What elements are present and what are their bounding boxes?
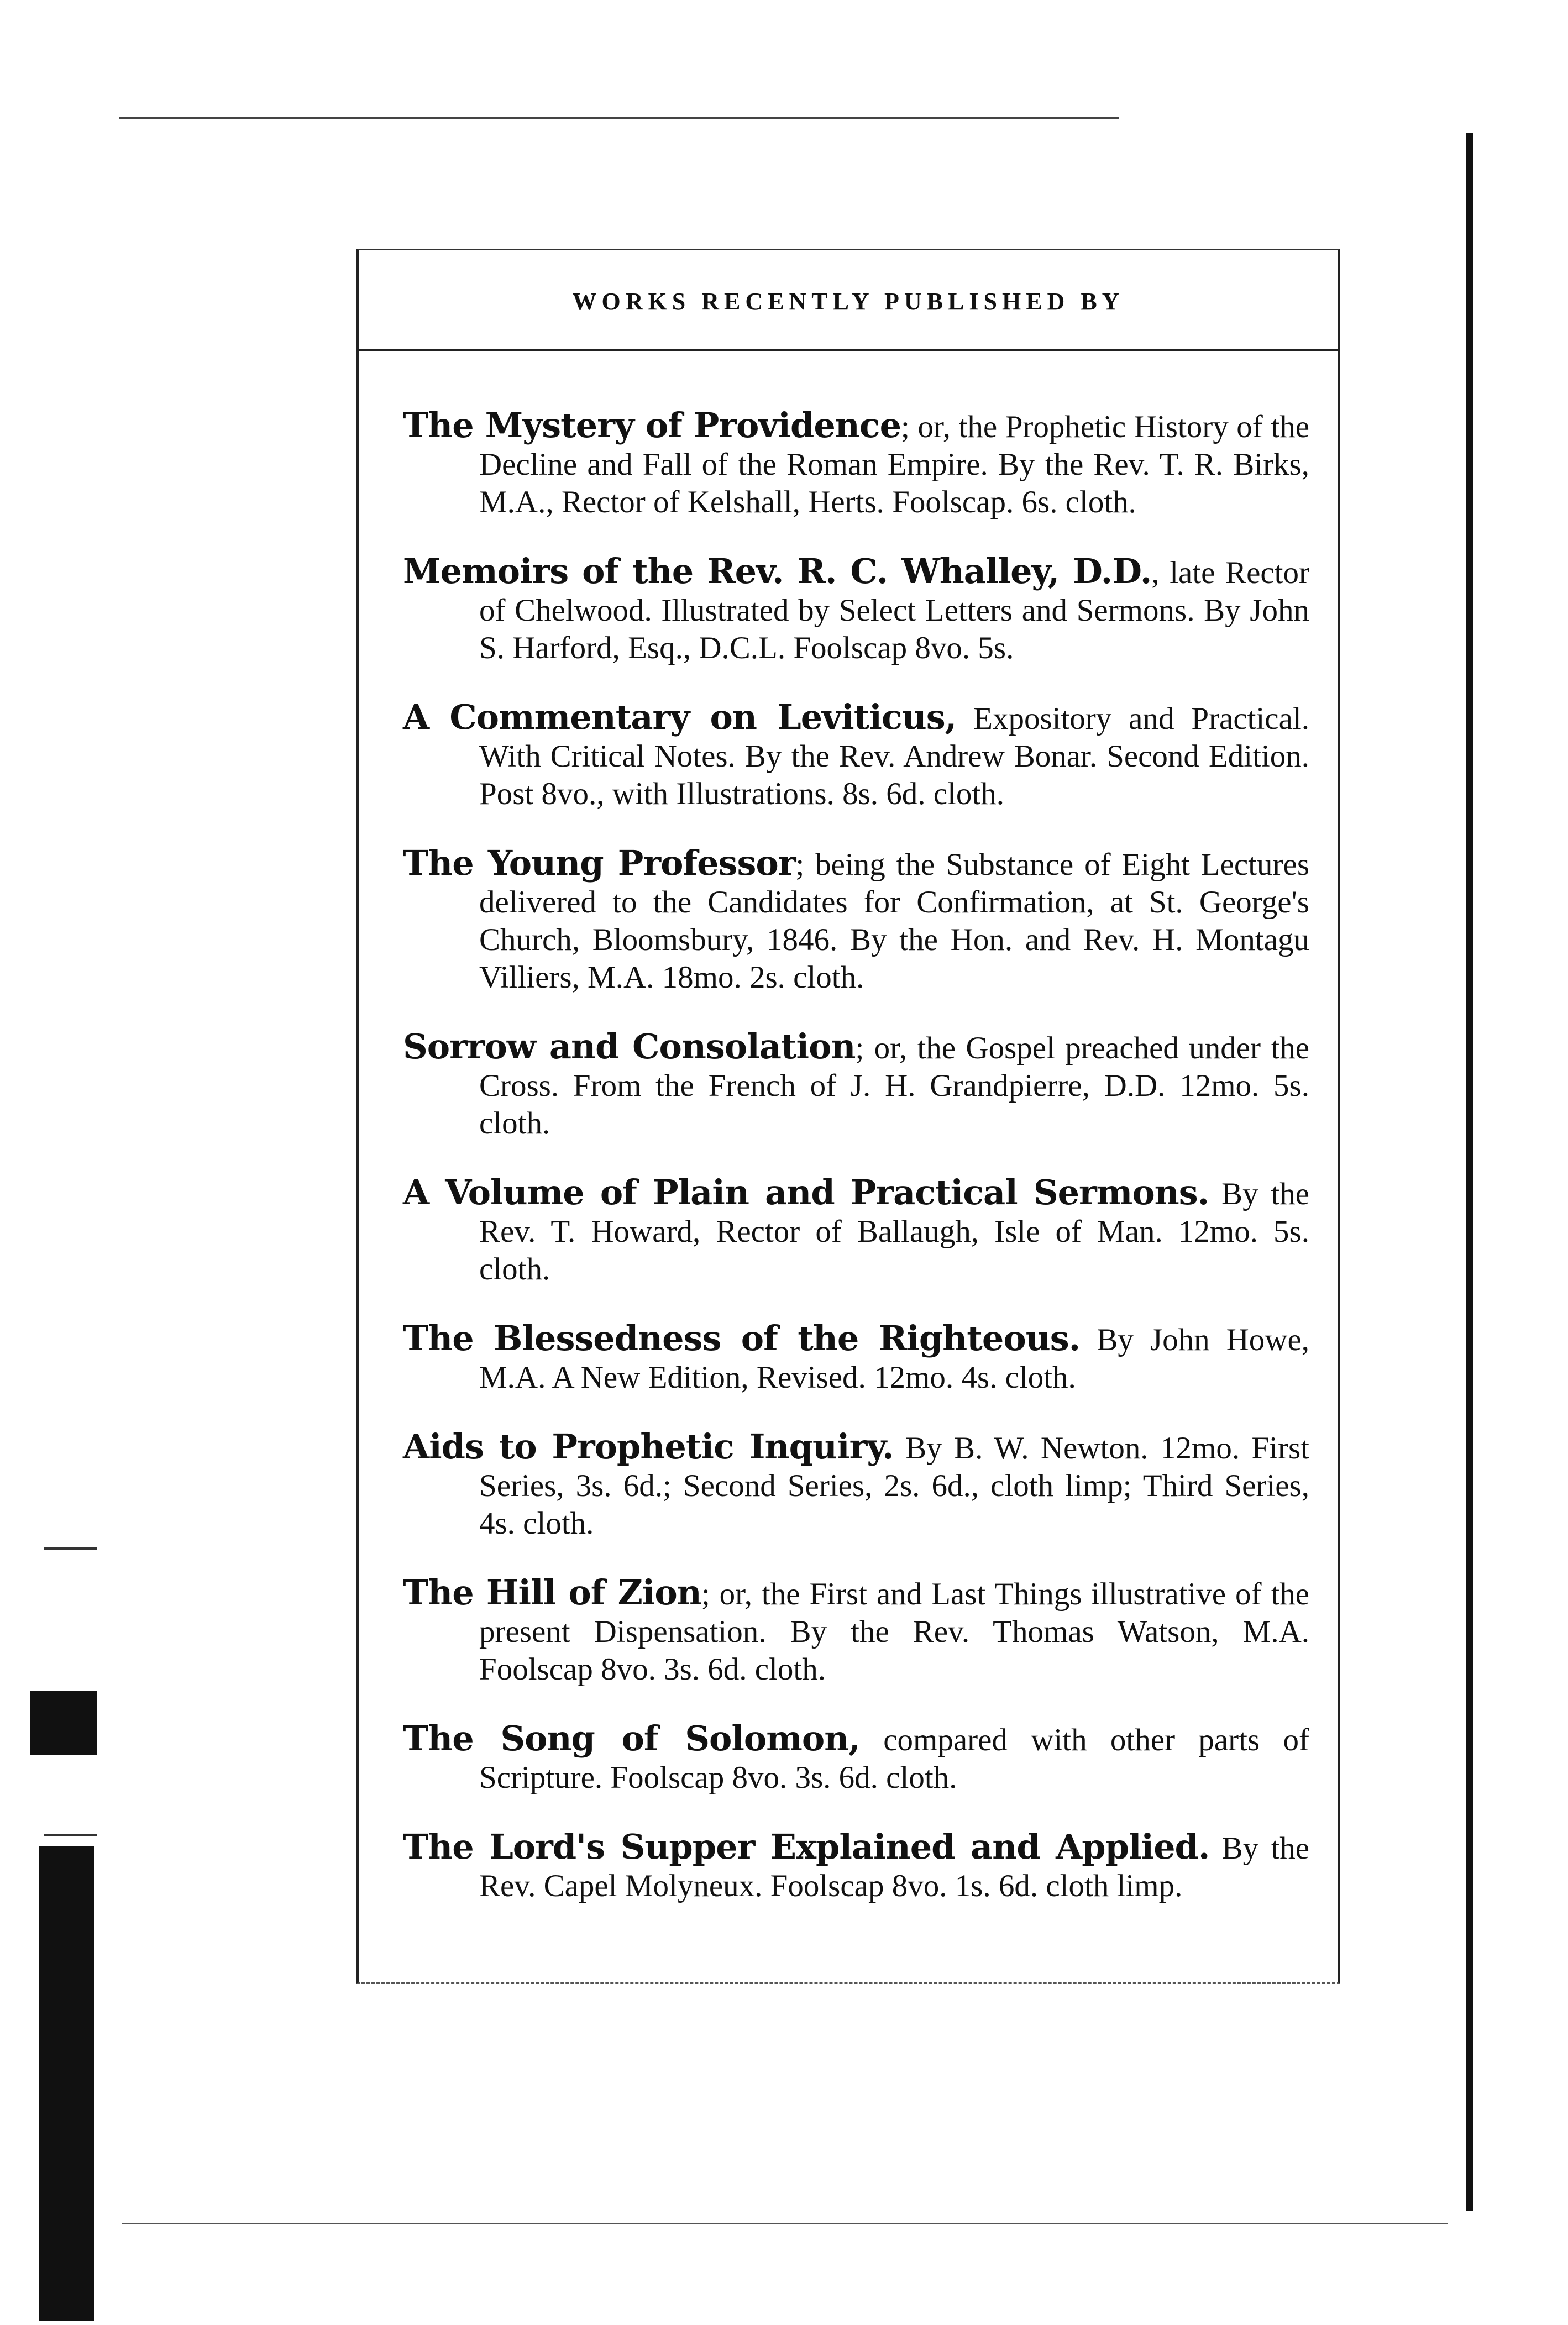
scan-left-rule-1 (44, 1547, 97, 1550)
book-title: Sorrow and Consolation (403, 1026, 856, 1067)
scan-left-spine (39, 1846, 94, 2321)
book-description: By John Howe, M.A. A New Edition, Revised. 12mo. 4s. cloth. (479, 1322, 1310, 1395)
scan-right-edge (1466, 133, 1473, 2211)
book-title: The Lord's Supper Explained and Applied. (403, 1827, 1210, 1867)
book-title: The Song of Solomon, (403, 1718, 860, 1759)
book-title: A Commentary on Leviticus, (403, 697, 957, 737)
book-title: The Hill of Zion (403, 1572, 701, 1613)
book-title: The Blessedness of the Righteous. (403, 1318, 1081, 1358)
book-entry (403, 407, 1309, 521)
book-description: ; or, the Gospel preached under the Cross. From the French of J. H. Grandpierre, D.D. 12mo. 5s. cloth. (479, 1031, 1310, 1141)
book-entry (403, 699, 1309, 813)
book-entry (403, 1574, 1309, 1688)
book-entry (403, 1028, 1309, 1142)
book-entry (403, 1320, 1309, 1397)
book-description: Expository and Practical. With Critical Notes. By the Rev. Andrew Bonar. Second Edition. Post 8vo., with Illustrations. 8s. 6d. cloth. (479, 701, 1309, 811)
book-entry (403, 1174, 1309, 1288)
book-description: ; or, the First and Last Things illustrative of the present Dispensation. By the Rev. Thomas Watson, M.A. Foolscap 8vo. 3s. 6d. cloth. (479, 1577, 1309, 1687)
book-description: By the Rev. Capel Molyneux. Foolscap 8vo. 1s. 6d. cloth limp. (479, 1831, 1309, 1903)
book-entry (403, 553, 1309, 667)
page-header: WORKS RECENTLY PUBLISHED BY (359, 254, 1338, 351)
book-entry (403, 1428, 1309, 1542)
book-description: By B. W. Newton. 12mo. First Series, 3s. 6d.; Second Series, 2s. 6d., cloth limp; Third Series, 4s. cloth. (479, 1431, 1309, 1541)
scan-left-block (30, 1691, 97, 1755)
scan-left-rule-2 (44, 1834, 97, 1836)
book-entry (403, 844, 1309, 996)
book-description: , late Rector of Chelwood. Illustrated by Select Letters and Sermons. By John S. Harford, Esq., D.C.L. Foolscap 8vo. 5s. (479, 555, 1309, 665)
book-title: The Mystery of Providence (403, 405, 901, 445)
book-description: ; or, the Prophetic History of the Decline and Fall of the Roman Empire. By the Rev. T. R. Birks, M.A., Rector of Kelshall, Herts. Foolscap. 6s. cloth. (479, 410, 1309, 519)
book-list (359, 348, 1338, 1905)
book-description: By the Rev. T. Howard, Rector of Ballaugh, Isle of Man. 12mo. 5s. cloth. (479, 1177, 1310, 1287)
book-title: A Volume of Plain and Practical Sermons. (403, 1172, 1209, 1213)
book-title: Aids to Prophetic Inquiry. (403, 1426, 894, 1467)
book-title: Memoirs of the Rev. R. C. Whalley, D.D. (403, 551, 1152, 591)
scan-top-rule (119, 117, 1119, 119)
advertisement-page (356, 249, 1340, 1984)
book-entry (403, 1828, 1309, 1905)
book-description: compared with other parts of Scripture. Foolscap 8vo. 3s. 6d. cloth. (479, 1723, 1309, 1795)
book-entry (403, 1720, 1309, 1797)
book-description: ; being the Substance of Eight Lectures delivered to the Candidates for Confirmation, at St. George's Church, Bloomsbury, 1846. By the Hon. and Rev. H. Montagu Villiers, M.A. 18mo. 2s. cloth. (479, 847, 1309, 995)
book-title: The Young Professor (403, 843, 796, 883)
scan-bottom-rule (122, 2223, 1448, 2224)
